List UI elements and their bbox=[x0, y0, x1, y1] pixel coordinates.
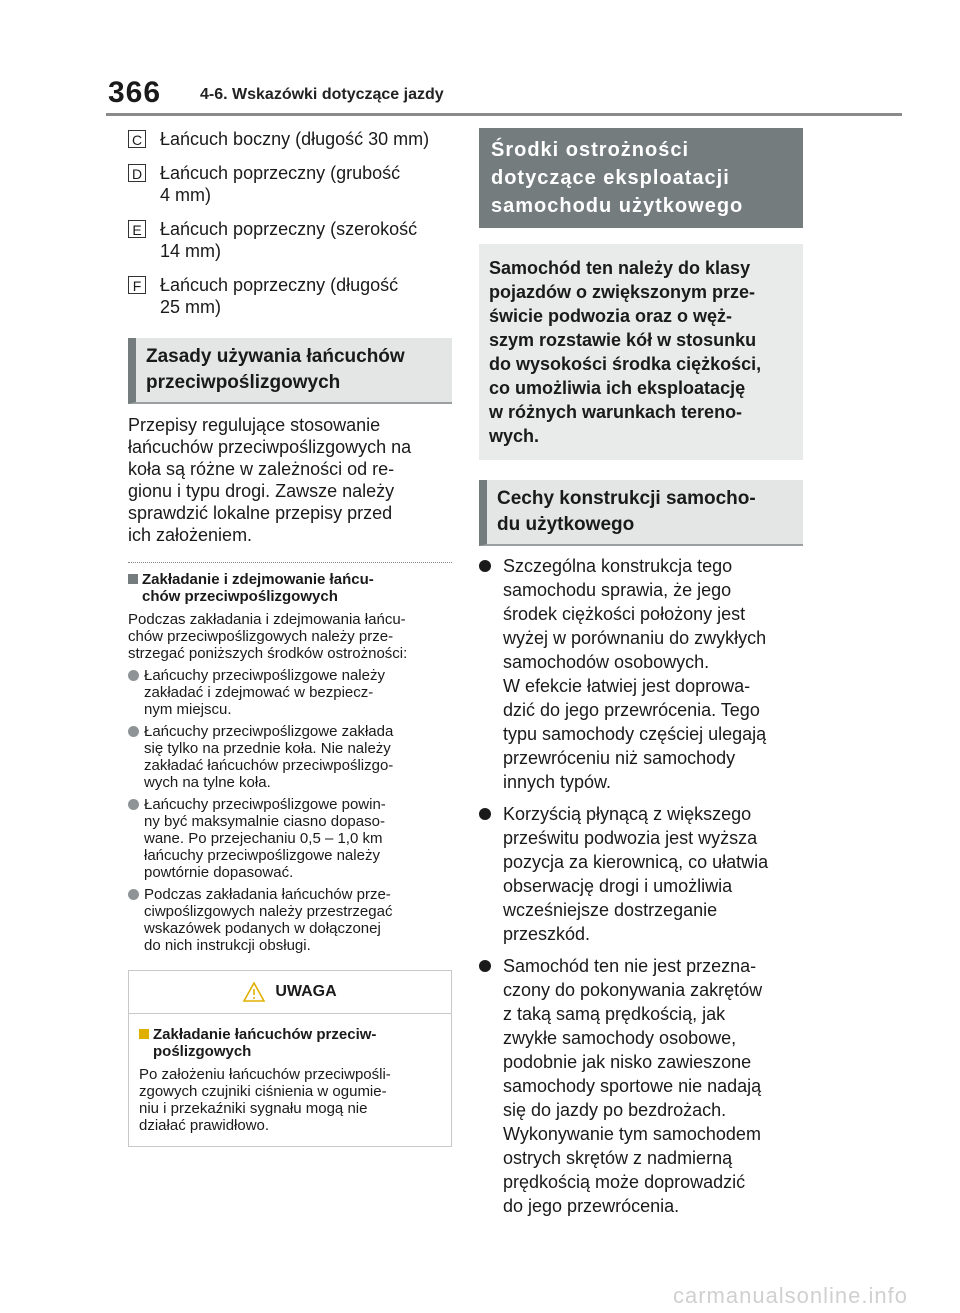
box-line: pojazdów o zwiększonym prze- bbox=[489, 282, 756, 302]
box-line: do wysokości środka ciężkości, bbox=[489, 354, 762, 374]
para-line: działać prawidłowo. bbox=[139, 1117, 270, 1134]
para-line: niu i przekaźniki sygnału mogą nie bbox=[139, 1100, 368, 1117]
para-line: zgowych czujniki ciśnienia w ogumie- bbox=[139, 1083, 387, 1100]
chapter-title: 4-6. Wskazówki dotyczące jazdy bbox=[200, 86, 444, 103]
bullet-line: wskazówek podanych w dołączonej bbox=[144, 920, 381, 937]
box-line: świcie podwozia oraz o węż- bbox=[489, 306, 733, 326]
bullet-line: do nich instrukcji obsługi. bbox=[144, 937, 311, 954]
letter-badge: D bbox=[128, 164, 146, 182]
para-line: łańcuchów przeciwpoślizgowych na bbox=[128, 437, 412, 457]
list-item bbox=[128, 723, 452, 791]
bullet-line: środek ciężkości położony jest bbox=[503, 604, 746, 624]
bullet-line: pozycja za kierownicą, co ułatwia bbox=[503, 852, 769, 872]
box-line: w różnych warunkach tereno- bbox=[489, 402, 743, 422]
warning-text bbox=[139, 1066, 441, 1134]
list-item bbox=[128, 796, 452, 881]
lettered-line: Łańcuch poprzeczny (szerokość bbox=[160, 219, 418, 239]
page-number: 366 bbox=[108, 76, 162, 109]
list-item bbox=[479, 954, 803, 1218]
bullet-line: czony do pokonywania zakrętów bbox=[503, 980, 763, 1000]
features-list bbox=[479, 554, 803, 1218]
bullet-line: wyżej w porównaniu do zwykłych bbox=[503, 628, 767, 648]
box-line: wych. bbox=[489, 426, 540, 446]
bullet-dot-icon bbox=[479, 960, 491, 972]
warning-heading bbox=[139, 1026, 441, 1060]
subsection-heading bbox=[128, 571, 452, 605]
letter-badge: F bbox=[128, 276, 146, 294]
section-heading-chains bbox=[128, 338, 452, 404]
bullet-line: Szczególna konstrukcja tego bbox=[503, 556, 733, 576]
section-heading-line: Środki ostrożności bbox=[491, 139, 690, 161]
bullet-line: się tylko na przednie koła. Nie należy bbox=[144, 740, 391, 757]
bullet-line: typu samochody częściej ulegają bbox=[503, 724, 767, 744]
bullet-line: dzić do jego przewrócenia. Tego bbox=[503, 700, 760, 720]
page-header bbox=[0, 0, 960, 120]
bullet-line: wane. Po przejechaniu 0,5 – 1,0 km bbox=[144, 830, 383, 847]
bullet-line: Łańcuchy przeciwpoślizgowe zakłada bbox=[144, 723, 394, 740]
bullet-line: prędkością może doprowadzić bbox=[503, 1172, 746, 1192]
bullet-dot-icon bbox=[128, 670, 139, 681]
bullet-line: ciwpoślizgowych należy przestrzegać bbox=[144, 903, 393, 920]
para-line: Po założeniu łańcuchów przeciwpośli- bbox=[139, 1066, 391, 1083]
bullet-line: wych na tylne koła. bbox=[144, 774, 271, 791]
warning-box bbox=[128, 970, 452, 1147]
chains-intro bbox=[128, 414, 452, 546]
section-heading-precautions bbox=[479, 128, 803, 228]
bullet-dot-icon bbox=[128, 889, 139, 900]
subsection-heading-line: Zakładanie i zdejmowanie łańcu- bbox=[142, 571, 374, 588]
bullet-line: Podczas zakładania łańcuchów prze- bbox=[144, 886, 391, 903]
list-item bbox=[128, 886, 452, 954]
letter-badge: C bbox=[128, 130, 146, 148]
letter-badge: E bbox=[128, 220, 146, 238]
box-line: szym rozstawie kół w stosunku bbox=[489, 330, 757, 350]
lettered-line: Łańcuch boczny (długość 30 mm) bbox=[160, 129, 430, 149]
bullet-line: W efekcie łatwiej jest doprowa- bbox=[503, 676, 751, 696]
watermark: carmanualsonline.info bbox=[672, 1283, 908, 1308]
list-item bbox=[479, 554, 803, 794]
bullet-line: samochodów osobowych. bbox=[503, 652, 710, 672]
warning-label: UWAGA bbox=[275, 983, 337, 1000]
bullet-line: obserwację drogi i umożliwia bbox=[503, 876, 733, 896]
bullet-line: Wykonywanie tym samochodem bbox=[503, 1124, 761, 1144]
list-item bbox=[128, 667, 452, 718]
para-line: Podczas zakładania i zdejmowania łańcu- bbox=[128, 611, 406, 628]
right-column bbox=[479, 128, 803, 1218]
section-heading-line: du użytkowego bbox=[497, 514, 635, 535]
section-heading-line: Zasady używania łańcuchów bbox=[146, 346, 405, 367]
section-heading-line: dotyczące eksploatacji bbox=[491, 167, 730, 189]
bullet-line: z taką samą prędkością, jak bbox=[503, 1004, 726, 1024]
box-line: co umożliwia ich eksploatację bbox=[489, 378, 746, 398]
bullet-line: zwykłe samochody osobowe, bbox=[503, 1028, 737, 1048]
para-line: ich założeniem. bbox=[128, 525, 253, 545]
bullet-line: Korzyścią płynącą z większego bbox=[503, 804, 752, 824]
bullet-line: prześwitu podwozia jest wyższa bbox=[503, 828, 758, 848]
bullet-line: wcześniejsze dostrzeganie bbox=[503, 900, 718, 920]
lettered-item-f bbox=[128, 274, 452, 318]
warning-heading-line: Zakładanie łańcuchów przeciw- bbox=[153, 1026, 377, 1043]
subsection-intro bbox=[128, 611, 452, 662]
bullet-line: do jego przewrócenia. bbox=[503, 1196, 680, 1216]
para-line: gionu i typu drogi. Zawsze należy bbox=[128, 481, 395, 501]
bullet-dot-icon bbox=[479, 808, 491, 820]
bullet-dot-icon bbox=[128, 726, 139, 737]
section-heading-line: samochodu użytkowego bbox=[491, 195, 744, 217]
bullet-line: łańcuchy przeciwpoślizgowe należy bbox=[144, 847, 380, 864]
para-line: chów przeciwpoślizgowych należy prze- bbox=[128, 628, 394, 645]
bullet-line: powtórnie dopasować. bbox=[144, 864, 294, 881]
bullet-line: ostrych skrętów z nadmierną bbox=[503, 1148, 733, 1168]
bullet-line: nym miejscu. bbox=[144, 701, 232, 718]
section-heading-features bbox=[479, 480, 803, 546]
bullet-dot-icon bbox=[128, 799, 139, 810]
warning-triangle-icon bbox=[243, 982, 265, 1002]
section-heading-line: przeciwpoślizgowych bbox=[146, 372, 341, 393]
subsection-mounting bbox=[128, 562, 452, 954]
bullet-line: przewróceniu niż samochody bbox=[503, 748, 736, 768]
bullet-line: podobnie jak nisko zawieszone bbox=[503, 1052, 752, 1072]
warning-header bbox=[129, 971, 451, 1014]
square-bullet-icon bbox=[139, 1029, 149, 1039]
bullet-line: samochody sportowe nie nadają bbox=[503, 1076, 762, 1096]
bullet-line: innych typów. bbox=[503, 772, 612, 792]
lettered-item-c bbox=[128, 128, 452, 150]
para-line: koła są różne w zależności od re- bbox=[128, 459, 395, 479]
warning-heading-line: poślizgowych bbox=[153, 1043, 252, 1060]
lettered-line: Łańcuch poprzeczny (długość bbox=[160, 275, 399, 295]
bullet-line: zakładać i zdejmować w bezpiecz- bbox=[144, 684, 374, 701]
para-line: Przepisy regulujące stosowanie bbox=[128, 415, 381, 435]
lettered-item-e bbox=[128, 218, 452, 262]
bullet-line: się do jazdy po bezdrożach. bbox=[503, 1100, 727, 1120]
bullet-line: ny być maksymalnie ciasno dopaso- bbox=[144, 813, 385, 830]
box-line: Samochód ten należy do klasy bbox=[489, 258, 751, 278]
square-bullet-icon bbox=[128, 574, 138, 584]
lettered-line: 14 mm) bbox=[160, 241, 222, 261]
header-rule bbox=[106, 113, 902, 116]
lettered-line: 25 mm) bbox=[160, 297, 222, 317]
lettered-line: 4 mm) bbox=[160, 185, 211, 205]
precautions-summary-box bbox=[479, 244, 803, 460]
left-column bbox=[128, 128, 452, 1147]
subsection-heading-line: chów przeciwpoślizgowych bbox=[142, 588, 338, 605]
bullet-line: Łańcuchy przeciwpoślizgowe należy bbox=[144, 667, 385, 684]
lettered-line: Łańcuch poprzeczny (grubość bbox=[160, 163, 401, 183]
bullet-line: przeszkód. bbox=[503, 924, 591, 944]
section-heading-line: Cechy konstrukcji samocho- bbox=[497, 488, 756, 509]
para-line: sprawdzić lokalne przepisy przed bbox=[128, 503, 393, 523]
para-line: strzegać poniższych środków ostrożności: bbox=[128, 645, 408, 662]
bullet-line: zakładać łańcuchów przeciwpoślizgo- bbox=[144, 757, 394, 774]
bullet-line: Łańcuchy przeciwpoślizgowe powin- bbox=[144, 796, 386, 813]
bullet-dot-icon bbox=[479, 560, 491, 572]
bullet-line: samochodu sprawia, że jego bbox=[503, 580, 732, 600]
lettered-item-d bbox=[128, 162, 452, 206]
bullet-line: Samochód ten nie jest przezna- bbox=[503, 956, 757, 976]
list-item bbox=[479, 802, 803, 946]
